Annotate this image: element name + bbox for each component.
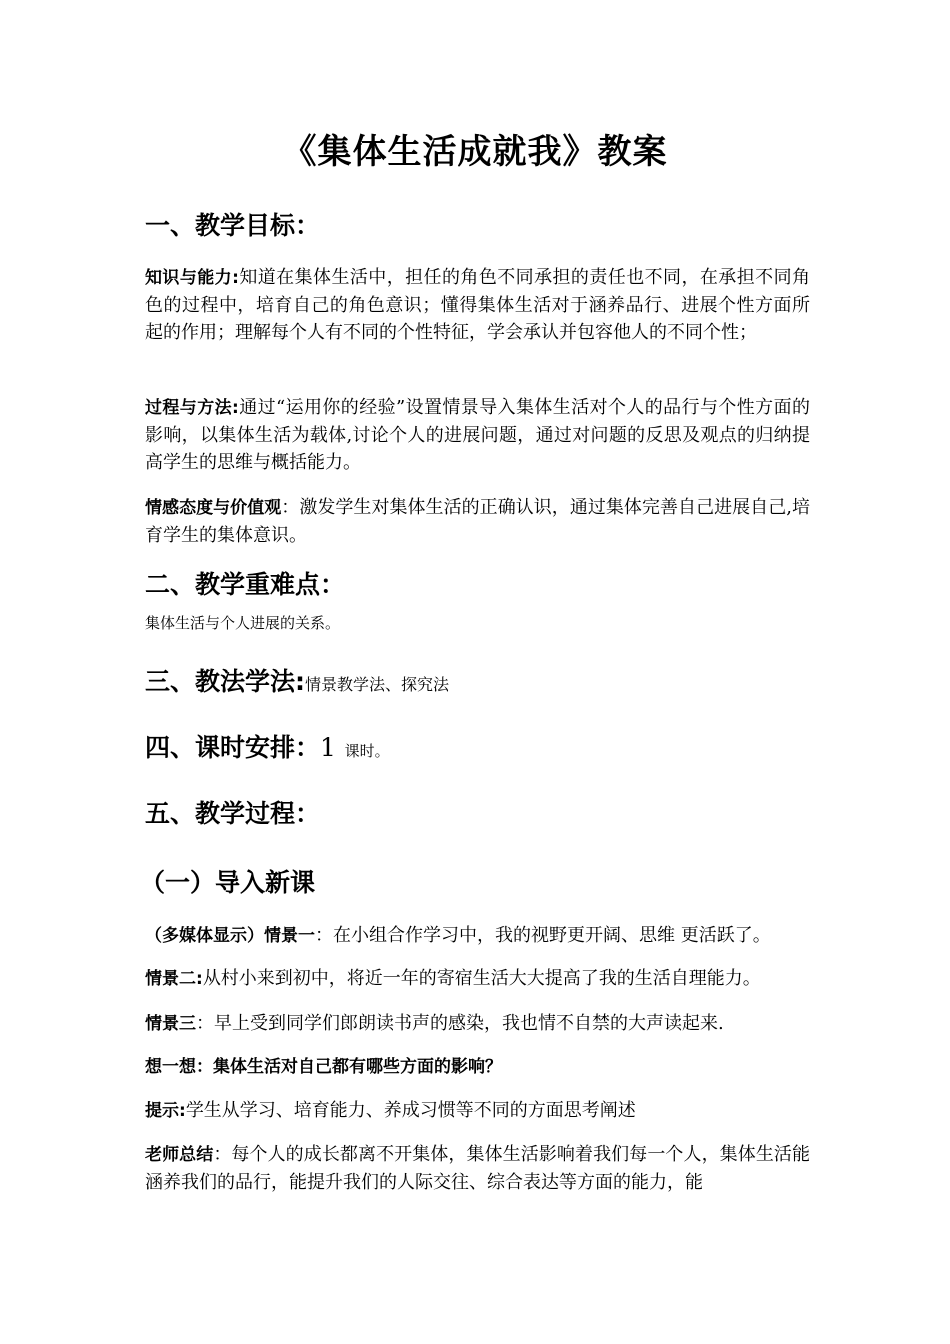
- document-title: 《集体生活成就我》教案: [282, 132, 668, 172]
- process-label: 过程与方法:: [145, 398, 239, 418]
- section-3-heading: [145, 662, 449, 698]
- hint-text: 学生从学习、培育能力、养成习惯等不同的方面思考阐述: [185, 1100, 636, 1121]
- process-paragraph: [145, 394, 810, 476]
- section-5-heading: 五、教学过程：: [145, 799, 321, 828]
- emotion-text: ：激发学生对集体生活的正确认识，通过集体完善自己进展自己,培育学生的集体意识。: [145, 497, 811, 546]
- knowledge-text: 知道在集体生活中，担任的角色不同承担的责任也不同，在承担不同角色的过程中，培育自己的角色意识；懂得集体生活对于涵养品行、进展个性方面所起的作用；理解每个人有不同的个性特征，学会承认并包容他人的不同个性；: [145, 267, 810, 343]
- process-text: 通过“运用你的经验”设置情景导入集体生活对个人的品行与个性方面的影响，以集体生活为载体,讨论个人的进展问题，通过对问题的反思及观点的归纳提高学生的思维与概括能力。: [145, 397, 810, 473]
- section-1-heading: 一、教学目标：: [145, 211, 321, 240]
- scene-3-label: 情景三: [145, 1014, 196, 1034]
- scene-3-text: ：早上受到同学们郎朗读书声的感染，我也情不自禁的大声读起来.: [196, 1013, 724, 1034]
- scene-2-label: 情景二:: [145, 969, 203, 989]
- summary-paragraph: [145, 1141, 810, 1196]
- section-4-title: 四、课时安排：: [145, 733, 321, 762]
- scene-2-line: [145, 965, 825, 993]
- scene-3-line: [145, 1010, 825, 1038]
- subsection-1-heading: （一）导入新课: [140, 868, 316, 897]
- scene-1-label: （多媒体显示）情景一: [145, 926, 315, 946]
- emotion-label: 情感态度与价值观: [145, 498, 282, 518]
- section-3-text: 情景教学法、探究法: [305, 675, 450, 694]
- summary-text: ：每个人的成长都离不开集体，集体生活影响着我们每一个人，集体生活能涵养我们的品行，能提升我们的人际交往、综合表达等方面的能力，能: [145, 1144, 811, 1193]
- scene-1-line: [145, 922, 825, 950]
- section-3-title: 三、教法学法:: [145, 667, 305, 696]
- section-4-unit: 课时。: [344, 742, 390, 760]
- knowledge-paragraph: [145, 264, 810, 346]
- summary-label: 老师总结: [145, 1145, 214, 1165]
- knowledge-label: 知识与能力:: [145, 268, 239, 288]
- section-4-heading: [145, 728, 390, 764]
- scene-2-text: 从村小来到初中，将近一年的寄宿生活大大提高了我的生活自理能力。: [202, 968, 761, 989]
- think-question: 想一想：集体生活对自己都有哪些方面的影响？: [145, 1057, 502, 1077]
- section-2-heading: 二、教学重难点：: [145, 570, 346, 599]
- scene-1-text: ：在小组合作学习中，我的视野更开阔、思维 更活跃了。: [315, 925, 771, 946]
- emotion-paragraph: [145, 494, 810, 549]
- section-4-number: 1: [320, 733, 336, 762]
- hint-label: 提示:: [145, 1101, 186, 1121]
- section-2-text: 集体生活与个人进展的关系。: [145, 614, 341, 632]
- hint-line: [145, 1097, 825, 1125]
